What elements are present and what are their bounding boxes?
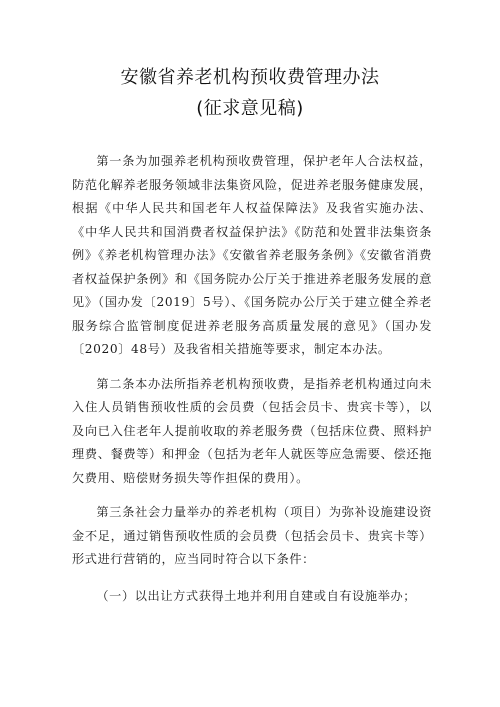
document-title: 安徽省养老机构预收费管理办法 [120,67,380,88]
article-3-paragraph: 第三条社会力量举办的养老机构（项目）为弥补设施建设资金不足，通过销售预收性质的会员费（包括会员卡、贵宾卡等）形式进行营销的，应当同时符合以下条件： [72,505,432,566]
article-3-item-1: （一）以出让方式获得土地并利用自建或自有设施举办； [96,588,417,603]
document-subtitle: (征求意见稿) [196,98,304,119]
article-1-paragraph: 第一条为加强养老机构预收费管理，保护老年人合法权益，防范化解养老服务领域非法集资风险，促进养老服务健康发展，根据《中华人民共和国老年人权益保障法》及我省实施办法、《中华人民共和国消费者权益保护法》《防范和处置非法集资条例》《养老机构管理办法》《安徽省养老服务条例》《安徽省消费者权益保护条例》和《国务院办公厅关于推进养老服务发展的意见》（国办发〔2019〕5号）、《国务院办公厅关于建立健全养老服务综合监管制度促进养老服务高质量发展的意见》（国办发〔2020〕48号）及我省相关措施等要求，制定本办法。 [72,154,432,356]
document-body [72,150,432,619]
article-2-paragraph: 第二条本办法所指养老机构预收费，是指养老机构通过向未入住人员销售预收性质的会员费（包括会员卡、贵宾卡等），以及向已入住老年人提前收取的养老服务费（包括床位费、照料护理费、餐费等）和押金（包括为老年人就医等应急需要、偿还拖欠费用、赔偿财务损失等作担保的费用）。 [72,376,432,485]
